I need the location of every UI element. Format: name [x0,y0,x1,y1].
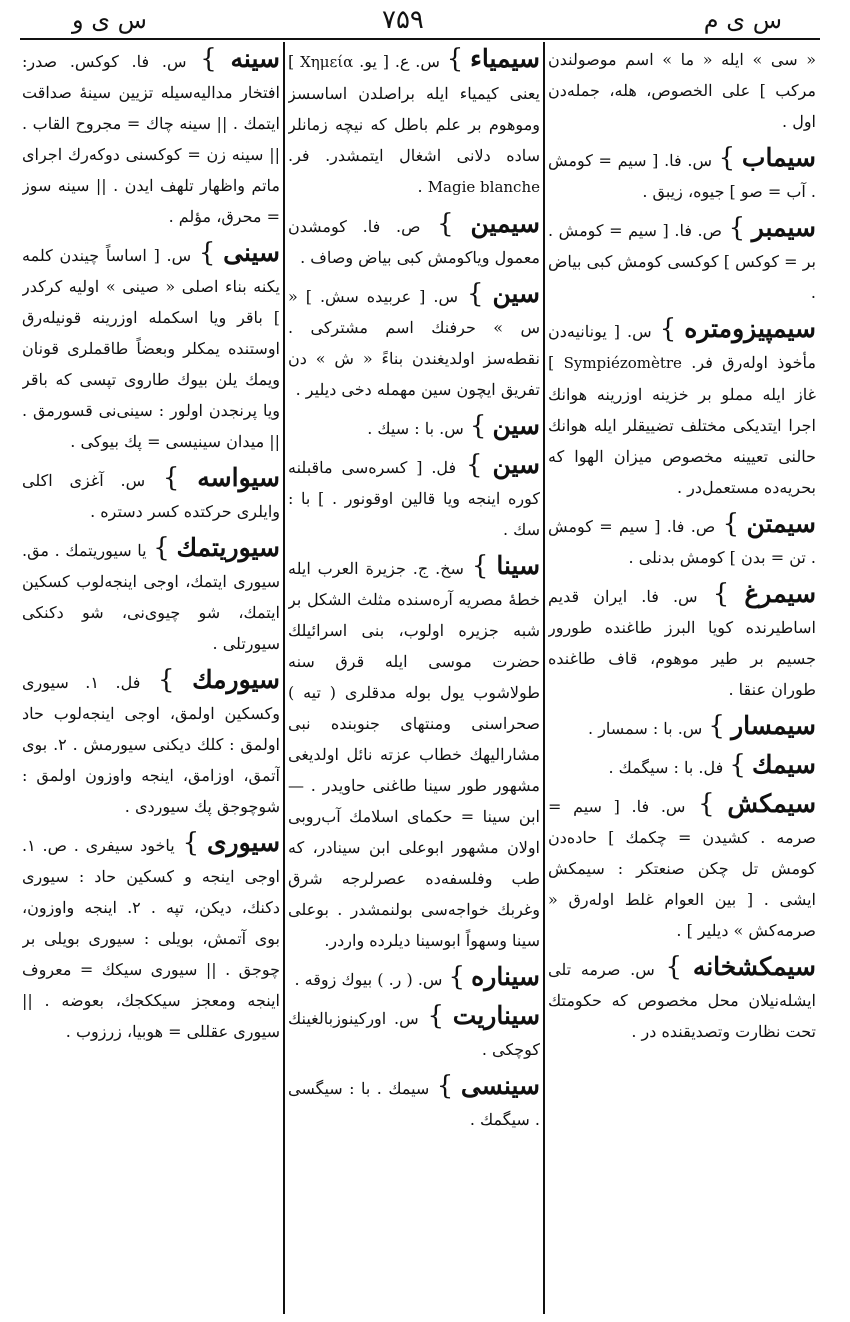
entry-definition: فل. [ كسره‌سى ماقبلنه كوره اينجه ويا قالين اوقونور . ] با : سك . [288,458,540,539]
entry-headword: سيورمك [192,665,280,694]
dictionary-entry [288,962,540,995]
entry-brace: } [198,238,216,268]
entry-definition: ص. فا. [ سيم = كومش . بر = كوكس ] كوكسى كومش كبى بياض . [548,221,816,302]
entry-headword: سين [492,411,540,440]
dictionary-entry [548,314,816,503]
column-divider-right [543,42,545,1314]
entry-definition: فل. ۱. سيورى وكسكين اولمق، اوجى اينجه‌لوب حاد اولمق : كلك ديكنى سيورمش . ۲. بوى آتمق، اوزامق، اينجه واوزون اولمق : شوچوجق پك سيوردى . [22,673,280,816]
entry-definition: س. [ اساساً چيندن كلمه يكنه بناء اصلى « صينى » اوليه كركدر ] باقر ويا اسكمله اوزرينه قونيله‌رق او‌ستنده يمكلر وبعضاً طاقملرى قونان ويمك يلن بيوك طاروى تپسى كه باقر ويا پرنجدن اولور : سينى‌نى قسورمق . || ميدان سينيسى = پك بيوكى . [22,246,280,451]
dictionary-entry [22,463,280,527]
running-head-left: س ى و [72,6,147,34]
entry-definition: « سى » ايله « ما » اسم موصو‌لندن مركب ] على الخصوص، هله، جمله‌دن اول . [548,50,816,131]
dictionary-entry [548,143,816,207]
entry-brace: } [728,213,746,243]
dictionary-entry [22,533,280,659]
entry-definition: فل. با : سيگمك . [608,758,724,777]
dictionary-entry [288,551,540,956]
entry-headword: سيواسه [197,463,280,492]
entry-definition: يا سيوريتمك . مق. سيورى ايتمك، اوجى اينجه‌لوب كسكين ايتمك، شو چيوى‌نى، شو دكنكى سيورتلى . [22,541,280,653]
dictionary-entry [288,279,540,405]
entry-definition: س. ( ر. ) بيوك زوقه . [294,970,443,989]
entry-headword: سينه [230,44,280,73]
entry-definition: ] غاز ايله مملو بر خزينه اوزرينه هوانك اجرا ايتديكى مختلف تضييقلر ايله هوانك حالنى تعيينه مخصوص ميزان الهوا كه بحريه‌ده مستعمل‌در . [548,353,816,497]
entry-brace: } [698,789,715,819]
entry-definition: س. با : سمسار . [588,719,703,738]
dictionary-entry [22,828,280,1047]
dictionary-entry [548,789,816,946]
dictionary-entry [548,952,816,1047]
entry-brace: } [427,1001,444,1031]
entry-brace: } [659,314,677,344]
entry-definition: س. فا. ايران قديم اساطيرنده كويا البرز طاغنده طورور جسيم بر طير موهوم، قاف طاغنده طوران عنقا . [548,587,816,699]
dictionary-entry [288,209,540,273]
dictionary-entry [548,711,816,744]
column-middle [288,44,540,1314]
entry-headword: سيمكش [727,789,816,818]
entry-brace: } [466,279,484,309]
entry-headword: سيوريتمك [176,533,280,562]
entry-brace: } [665,952,683,982]
dictionary-entry [548,44,816,137]
entry-definition: سخ. ج. جزيرة العرب ايله خطهٔ مصريه آره‌سنده مثلث الشكل بر شبه جزيره اولوب، بنى اسرائيلك حضرت موسى ايله قرق سنه طولاشوب يول بوله مدقلرى ( تيه ) صحراسنى ومنتهاى جنوبنده نبى مشاراليهك خطاب عزته نائل اولديغى مشهور طور سينا طاغنى حاويدر . — ابن سينا = حكماى اسلامك آب‌روبى اولان مشهور ابوعلى ابن سينادر، كه طب وفلسفه‌ده عصرلرجه شرق وغربك خواجه‌سى بولنمشدر . بوعلى سينا وسهواً ابوسينا ديلرده واردر. [288,559,540,950]
entry-brace: } [200,44,217,74]
column-divider-left [283,42,285,1314]
dictionary-entry [22,238,280,457]
entry-headword: سيمسار [731,711,816,740]
entry-brace: } [437,209,454,239]
dictionary-entry [288,411,540,444]
entry-brace: } [466,450,483,480]
entry-headword: سيناره [471,962,540,991]
page-number: ۷۵۹ [382,5,424,35]
entry-brace: } [157,665,175,695]
entry-headword: سينا [496,551,540,580]
entry-headword: سيمرغ [744,579,816,608]
entry-definition: ياخود سيفرى . ص. ۱. اوجى اينجه و كسكين حاد : سيورى دكنك، ديكن، تپه . ۲. اينجه واوزون، بوى آتمش، بويلى : سيورى بويلى بر چوجق . || سيورى سيكك = معروف اينجه ومعجز سيككجك، بعوضه . || سيورى عقللى = هوبيا، زرزوب . [22,836,280,1041]
dictionary-entry [22,44,280,232]
entry-headword: سيناريت [452,1001,540,1030]
entry-definition: س. صرمه تلى ايشله‌نيلان محل مخصوص كه حكومتك تحت نظارت وتصديقنده در . [548,960,816,1041]
entry-headword: سين [492,450,540,479]
entry-headword: سيمك [751,750,816,779]
entry-brace: } [153,533,170,563]
entry-headword: سيمتن [746,509,816,538]
dictionary-entry [548,213,816,308]
entry-brace: } [446,44,464,74]
entry-headword: سينسى [460,1071,540,1100]
dictionary-entry [548,509,816,573]
entry-brace: } [729,750,746,780]
entry-definition: س. [ يونانيه‌دن مأخوذ اوله‌رق فر. [548,322,816,372]
entry-definition: س. فا. [ سيم = كومش . آب = صو ] جيوه، زيبق . [548,151,816,201]
entry-latin-term: Χημεία [300,53,354,71]
entry-definition: ] يعنى كيمياء ايله براصلدن اساسسز وموهوم بر علم باطل كه نيچه زمانلر ساده دلانى اشغال ايتمشدر. فر. [288,52,540,165]
entry-headword: سيورى [206,828,280,857]
entry-brace: } [718,143,736,173]
entry-brace: } [712,579,730,609]
entry-headword: سينى [223,238,280,267]
entry-definition: ص. فا. [ سيم = كومش . تن = بدن ] كومش بدنلى . [548,517,816,567]
entry-brace: } [469,411,487,441]
dictionary-entry [288,44,540,203]
entry-brace: } [471,551,489,581]
entry-brace: } [162,463,180,493]
entry-brace: } [722,509,740,539]
header-rule [20,38,820,40]
entry-definition: س. اوركينوزبالغينك كوچكى . [288,1009,540,1059]
entry-definition: س. با : سيك . [367,419,464,438]
entry-brace: } [436,1071,454,1101]
entry-headword: سيمپيزومتره [684,314,816,343]
entry-definition: س. [ عربيده سش. ] « س » حرفنك اسم مشتركى . نقطه‌سز اولديغندن بناءً « ش » دن تفريق ايچون سين مهمله دخى ديلير . [288,287,540,399]
dictionary-entry [548,579,816,705]
dictionary-entry [288,1071,540,1135]
entry-headword: سين [492,279,540,308]
page-header [0,0,850,36]
entry-brace: } [708,711,725,741]
entry-headword: سيمياء [470,44,540,73]
entry-definition: س. آغزى اكلى وايلرى حركتده كسر دستره . [22,471,280,521]
entry-latin-term: Magie blanche [427,178,540,196]
entry-headword: سيمين [470,209,540,238]
dictionary-entry [22,665,280,822]
entry-latin-term: Sympiézomètre [563,354,682,372]
entry-definition: . [417,177,428,196]
dictionary-entry [288,1001,540,1065]
column-left [22,44,280,1314]
entry-brace: } [182,828,200,858]
entry-headword: سيمبر [751,213,816,242]
dictionary-entry [288,450,540,545]
entry-definition: سيمك . با : سيگسى . سيگمك . [288,1079,540,1129]
entry-headword: سيماب [741,143,816,172]
entry-definition: س. فا. [ سيم = صرمه . كشيدن = چكمك ] حاده‌دن كومش تل چكن صنعتكر : سيمكش ايشى . [ بين العوام غلط اوله‌رق « صرمه‌كش » ديلير ] . [548,797,816,940]
entry-definition: س. ع. [ يو. [353,52,440,71]
entry-definition: ص. فا. كومشدن معمول وياكومش كبى بياض وصاف . [288,217,540,267]
entry-headword: سيمكشخانه [692,952,816,981]
column-right [548,44,816,1314]
entry-brace: } [448,962,466,992]
running-head-right: س ى م [703,6,782,34]
entry-definition: س. فا. كوكس. صدر: افتخار مداليه‌سيله تزيين سينهٔ صداقت ايتمك . || سينه چاك = مجروح القاب . || سينه زن = كوكسنى دوكه‌رك اجراى ماتم واظهار تلهف ايدن . || سينه سوز = محرق، مؤلم . [22,52,280,226]
dictionary-entry [548,750,816,783]
